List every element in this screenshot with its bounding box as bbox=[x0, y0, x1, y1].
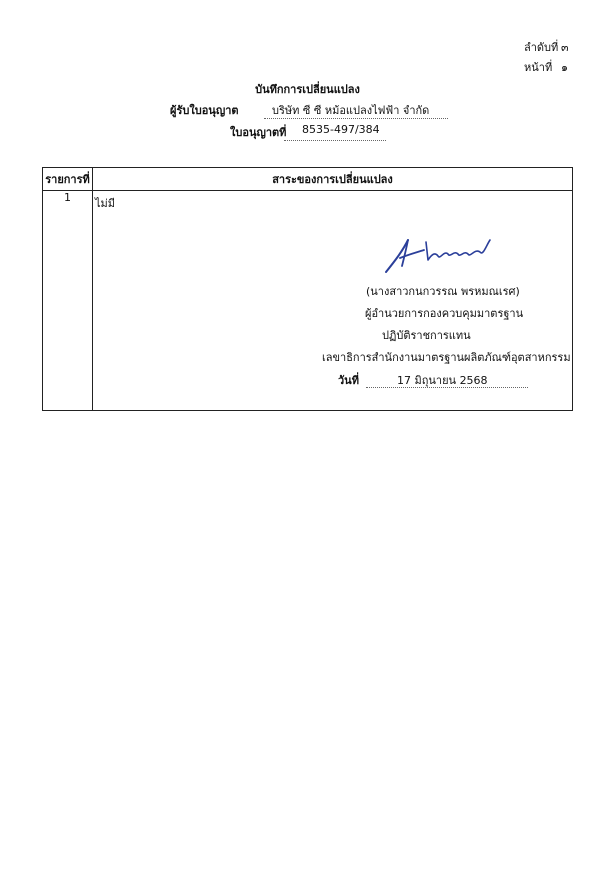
license-number-value: 8535-497/384 bbox=[302, 123, 380, 136]
signatory-name: (นางสาวกนกวรรณ พรหมณเรศ) bbox=[366, 285, 520, 298]
signatory-organization: เลขาธิการสำนักงานมาตรฐานผลิตภัณฑ์อุตสาหกรรม bbox=[322, 351, 571, 364]
column-header-item: รายการที่ bbox=[43, 168, 93, 191]
license-dotline bbox=[284, 140, 386, 141]
row-item-number: 1 bbox=[43, 191, 93, 411]
row-summary-cell bbox=[93, 191, 573, 411]
signature-image bbox=[380, 232, 500, 280]
date-label: วันที่ bbox=[338, 374, 359, 387]
signatory-acting: ปฏิบัติราชการแทน bbox=[382, 329, 471, 342]
licensee-dotline bbox=[264, 118, 448, 119]
document-title: บันทึกการเปลี่ยนแปลง bbox=[255, 83, 360, 96]
page-number: ๑ bbox=[561, 61, 568, 74]
table-header-row bbox=[43, 168, 573, 191]
sequence-label: ลำดับที่ bbox=[524, 41, 559, 54]
date-value: 17 มิถุนายน 2568 bbox=[397, 374, 488, 387]
signatory-position: ผู้อำนวยการกองควบคุมมาตรฐาน bbox=[365, 307, 524, 320]
table-row bbox=[43, 191, 573, 411]
row-summary-text: ไม่มี bbox=[95, 197, 116, 210]
column-header-summary: สาระของการเปลี่ยนแปลง bbox=[93, 168, 573, 191]
licensee-value: บริษัท ซี ซี หม้อแปลงไฟฟ้า จำกัด bbox=[272, 104, 430, 117]
license-number-label: ใบอนุญาตที่ bbox=[230, 126, 287, 139]
page-number-label: หน้าที่ bbox=[524, 61, 553, 74]
licensee-label: ผู้รับใบอนุญาต bbox=[170, 104, 239, 117]
sequence-number: ๓ bbox=[561, 41, 569, 54]
date-dotline bbox=[366, 387, 528, 388]
